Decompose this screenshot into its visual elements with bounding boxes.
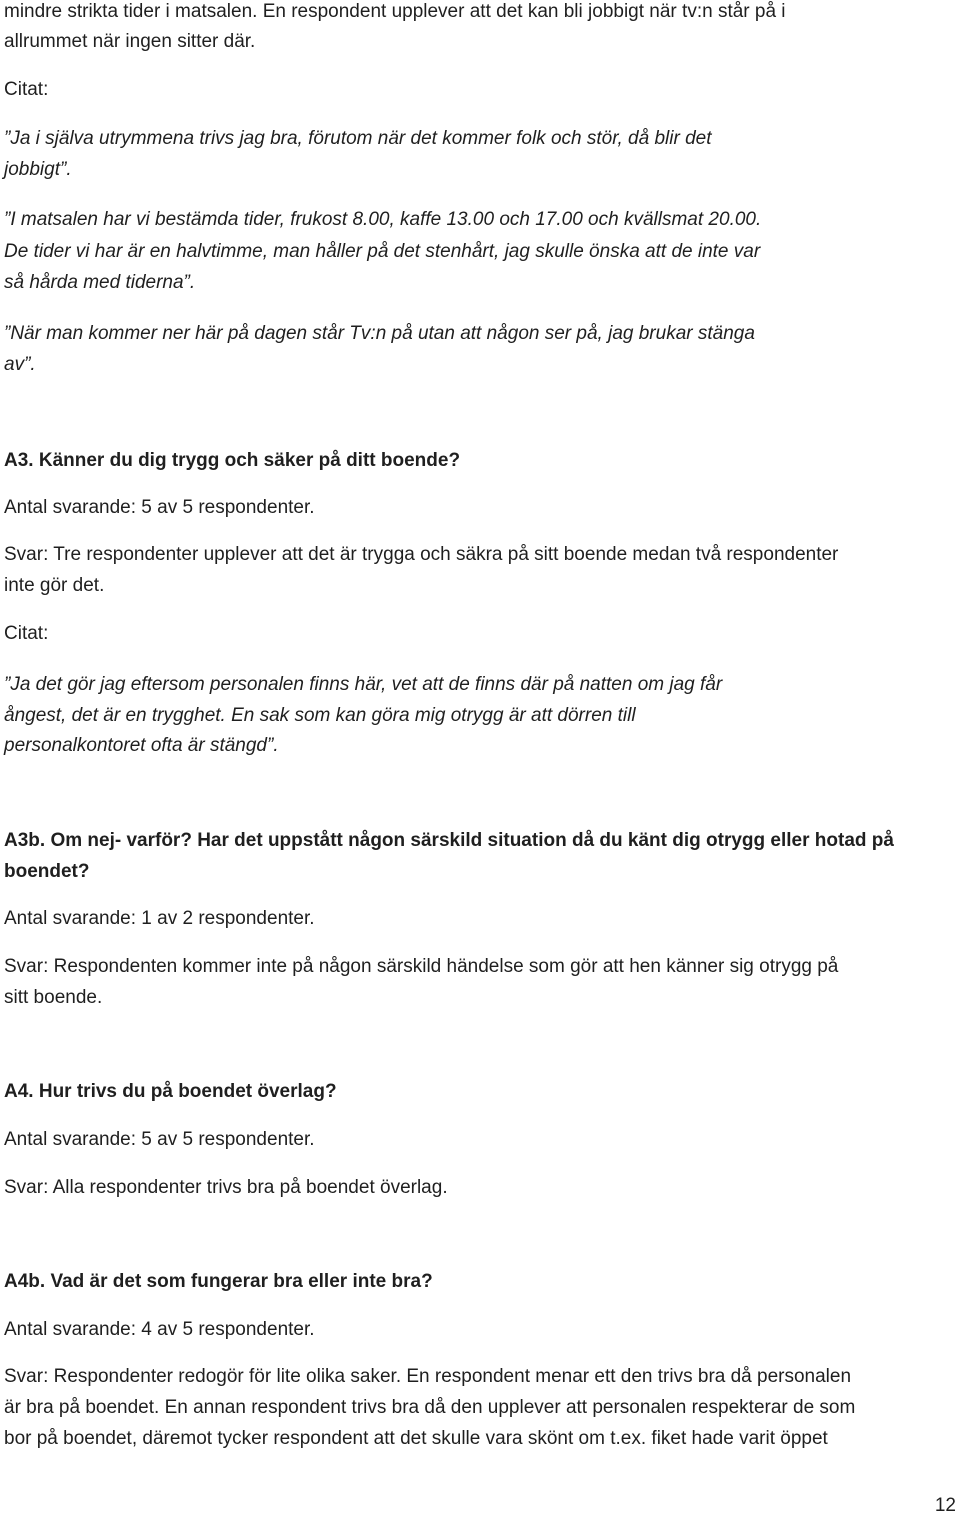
page-number: 12	[934, 1495, 956, 1516]
citat-label: Citat:	[4, 79, 49, 100]
section-heading-a3b: A3b. Om nej- varför? Har det uppstått någon särskild situation då du känt dig otrygg eller hotad på	[4, 830, 894, 851]
quote-line: jobbigt”.	[4, 159, 72, 180]
citat-label: Citat:	[4, 623, 49, 644]
text-line: allrummet när ingen sitter där.	[4, 31, 256, 52]
answer-line: inte gör det.	[4, 575, 105, 596]
respondent-count: Antal svarande: 1 av 2 respondenter.	[4, 908, 315, 929]
answer-line: Svar: Respondenter redogör för lite olika saker. En respondent menar ett den trivs bra då personalen	[4, 1366, 852, 1387]
quote-line: av”.	[4, 354, 36, 375]
section-heading-a3: A3. Känner du dig trygg och säker på ditt boende?	[4, 450, 461, 471]
respondent-count: Antal svarande: 4 av 5 respondenter.	[4, 1319, 315, 1340]
answer-line: Svar: Alla respondenter trivs bra på boendet överlag.	[4, 1177, 448, 1198]
quote-line: personalkontoret ofta är stängd”.	[4, 735, 279, 756]
quote-line: så hårda med tiderna”.	[4, 272, 196, 293]
section-heading-a3b: boendet?	[4, 861, 90, 882]
quote-line: ”Ja i själva utrymmena trivs jag bra, förutom när det kommer folk och stör, då blir det	[4, 128, 712, 149]
respondent-count: Antal svarande: 5 av 5 respondenter.	[4, 1129, 315, 1150]
section-heading-a4b: A4b. Vad är det som fungerar bra eller inte bra?	[4, 1271, 433, 1292]
quote-line: ångest, det är en trygghet. En sak som kan göra mig otrygg är att dörren till	[4, 705, 636, 726]
answer-line: Svar: Respondenten kommer inte på någon särskild händelse som gör att hen känner sig otrygg på	[4, 956, 839, 977]
answer-line: bor på boendet, däremot tycker respondent att det skulle vara skönt om t.ex. fiket hade varit öppet	[4, 1428, 828, 1449]
answer-line: sitt boende.	[4, 987, 103, 1008]
text-line: mindre strikta tider i matsalen. En respondent upplever att det kan bli jobbigt när tv:n står på i	[4, 1, 786, 22]
quote-line: ”I matsalen har vi bestämda tider, frukost 8.00, kaffe 13.00 och 17.00 och kvällsmat 20.00.	[4, 209, 762, 230]
quote-line: De tider vi har är en halvtimme, man håller på det stenhårt, jag skulle önska att de inte var	[4, 241, 761, 262]
section-heading-a4: A4. Hur trivs du på boendet överlag?	[4, 1081, 337, 1102]
quote-line: ”När man kommer ner här på dagen står Tv:n på utan att någon ser på, jag brukar stänga	[4, 323, 755, 344]
quote-line: ”Ja det gör jag eftersom personalen finns här, vet att de finns där på natten om jag får	[4, 674, 723, 695]
answer-line: Svar: Tre respondenter upplever att det är trygga och säkra på sitt boende medan två respondenter	[4, 544, 839, 565]
answer-line: är bra på boendet. En annan respondent trivs bra då den upplever att personalen respekterar de som	[4, 1397, 856, 1418]
respondent-count: Antal svarande: 5 av 5 respondenter.	[4, 497, 315, 518]
